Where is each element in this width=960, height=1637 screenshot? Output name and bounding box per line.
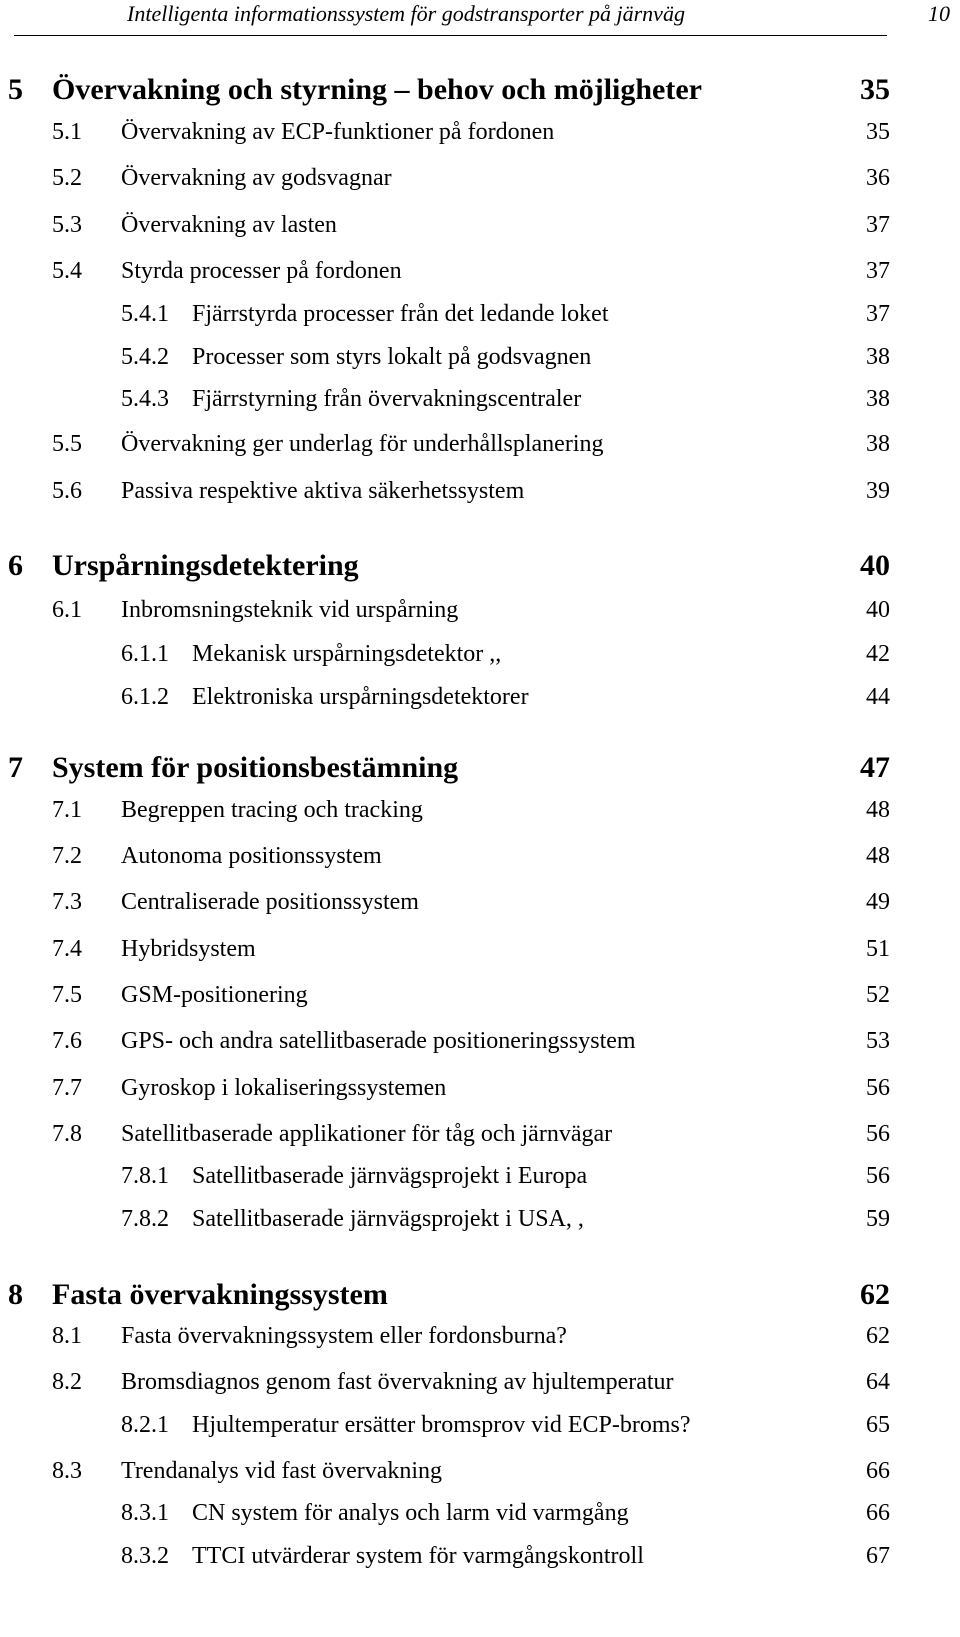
toc-entry-page: 51 [866,936,890,962]
toc-entry-number: 8.3.2 [121,1543,169,1569]
toc-entry-number: 8.3.1 [121,1500,169,1526]
toc-entry-page: 47 [860,751,890,784]
toc-entry-page: 48 [866,843,890,869]
toc-section-entry[interactable] [0,253,960,289]
toc-entry-page: 53 [866,1028,890,1054]
page-number: 10 [928,1,950,26]
toc-entry-title[interactable]: Satellitbaserade järnvägsprojekt i USA, , [192,1206,584,1232]
toc-entry-number: 5.4.1 [121,301,169,327]
toc-entry-title[interactable]: Satellitbaserade applikationer för tåg och järnvägar [121,1121,613,1147]
toc-section-entry[interactable] [0,1070,960,1106]
toc-entry-number: 6.1.2 [121,684,169,710]
toc-entry-page: 62 [866,1323,890,1349]
toc-entry-page: 59 [866,1206,890,1232]
toc-subsection-entry[interactable] [0,679,960,715]
toc-section-entry[interactable] [0,1023,960,1059]
toc-entry-page: 39 [866,478,890,504]
toc-entry-title[interactable]: Mekanisk urspårningsdetektor ,, [192,641,502,667]
toc-entry-title[interactable]: Övervakning och styrning – behov och möjligheter [52,73,702,106]
toc-entry-number: 5.4 [52,258,82,284]
toc-entry-number: 5.4.3 [121,386,169,412]
toc-entry-page: 48 [866,797,890,823]
toc-entry-page: 67 [866,1543,890,1569]
toc-entry-page: 49 [866,889,890,915]
toc-section-entry[interactable] [0,207,960,243]
toc-entry-page: 65 [866,1412,890,1438]
toc-entry-title[interactable]: GPS- och andra satellitbaserade positioneringssystem [121,1028,636,1054]
toc-entry-title[interactable]: Fjärrstyrda processer från det ledande loket [192,301,609,327]
toc-entry-title[interactable]: Inbromsningsteknik vid urspårning [121,597,459,623]
toc-subsection-entry[interactable] [0,1538,960,1574]
toc-entry-number: 7 [8,751,23,784]
toc-entry-page: 40 [866,597,890,623]
toc-entry-page: 35 [860,73,890,106]
toc-subsection-entry[interactable] [0,1158,960,1194]
toc-entry-number: 7.8 [52,1121,82,1147]
toc-subsection-entry[interactable] [0,1201,960,1237]
toc-entry-number: 7.2 [52,843,82,869]
toc-entry-title[interactable]: Urspårningsdetektering [52,549,359,582]
toc-section-entry[interactable] [0,592,960,628]
toc-section-entry[interactable] [0,884,960,920]
toc-entry-title[interactable]: Övervakning av ECP-funktioner på fordonen [121,119,555,145]
toc-entry-page: 62 [860,1278,890,1311]
toc-section-entry[interactable] [0,1318,960,1354]
toc-entry-title[interactable]: CN system för analys och larm vid varmgång [192,1500,629,1526]
toc-entry-title[interactable]: Övervakning av godsvagnar [121,165,392,191]
toc-subsection-entry[interactable] [0,339,960,375]
toc-entry-page: 66 [866,1458,890,1484]
toc-entry-number: 5.1 [52,119,82,145]
toc-entry-number: 5.3 [52,212,82,238]
toc-entry-title[interactable]: Övervakning ger underlag för underhållsplanering [121,431,604,457]
toc-section-entry[interactable] [0,426,960,462]
toc-chapter-entry[interactable] [0,72,960,108]
toc-entry-number: 8.1 [52,1323,82,1349]
toc-entry-title[interactable]: Fjärrstyrning från övervakningscentraler [192,386,582,412]
toc-entry-title[interactable]: Trendanalys vid fast övervakning [121,1458,443,1484]
toc-entry-number: 5.6 [52,478,82,504]
toc-entry-title[interactable]: Fasta övervakningssystem [52,1278,388,1311]
toc-entry-page: 38 [866,344,890,370]
toc-entry-page: 56 [866,1163,890,1189]
toc-section-entry[interactable] [0,114,960,150]
toc-entry-number: 7.3 [52,889,82,915]
toc-entry-number: 5.4.2 [121,344,169,370]
toc-entry-page: 40 [860,549,890,582]
toc-entry-page: 35 [866,119,890,145]
toc-entry-page: 66 [866,1500,890,1526]
toc-entry-number: 5 [8,73,23,106]
toc-entry-number: 8.3 [52,1458,82,1484]
toc-entry-page: 56 [866,1121,890,1147]
toc-entry-number: 8.2 [52,1369,82,1395]
toc-section-entry[interactable] [0,1364,960,1400]
running-title: Intelligenta informationssystem för godstransporter på järnväg [127,1,685,26]
toc-entry-title[interactable]: Bromsdiagnos genom fast övervakning av hjultemperatur [121,1369,674,1395]
toc-entry-title[interactable]: Centraliserade positionssystem [121,889,419,915]
toc-entry-number: 5.2 [52,165,82,191]
toc-subsection-entry[interactable] [0,296,960,332]
toc-entry-page: 52 [866,982,890,1008]
toc-entry-page: 44 [866,684,890,710]
toc-subsection-entry[interactable] [0,1407,960,1443]
toc-section-entry[interactable] [0,838,960,874]
toc-entry-title[interactable]: Övervakning av lasten [121,212,337,238]
toc-entry-page: 37 [866,301,890,327]
toc-chapter-entry[interactable] [0,750,960,786]
toc-section-entry[interactable] [0,977,960,1013]
toc-entry-title[interactable]: Hjultemperatur ersätter bromsprov vid ECP-broms? [192,1412,691,1438]
toc-entry-number: 7.7 [52,1075,82,1101]
toc-entry-page: 38 [866,386,890,412]
toc-entry-page: 38 [866,431,890,457]
toc-entry-title[interactable]: Elektroniska urspårningsdetektorer [192,684,529,710]
toc-entry-page: 56 [866,1075,890,1101]
toc-entry-title[interactable]: Hybridsystem [121,936,256,962]
toc-entry-number: 6.1 [52,597,82,623]
toc-entry-title[interactable]: System för positionsbestämning [52,751,459,784]
toc-section-entry[interactable] [0,473,960,509]
toc-entry-number: 6 [8,549,23,582]
toc-entry-number: 7.1 [52,797,82,823]
toc-entry-title[interactable]: Gyroskop i lokaliseringssystemen [121,1075,447,1101]
toc-subsection-entry[interactable] [0,636,960,672]
toc-chapter-entry[interactable] [0,548,960,584]
toc-entry-title[interactable]: GSM-positionering [121,982,308,1008]
toc-entry-page: 37 [866,258,890,284]
toc-entry-title[interactable]: Autonoma positionssystem [121,843,382,869]
toc-entry-number: 7.8.1 [121,1163,169,1189]
toc-entry-number: 6.1.1 [121,641,169,667]
toc-entry-title[interactable]: Begreppen tracing och tracking [121,797,423,823]
toc-entry-number: 7.8.2 [121,1206,169,1232]
toc-section-entry[interactable] [0,931,960,967]
toc-entry-number: 7.4 [52,936,82,962]
toc-entry-page: 36 [866,165,890,191]
toc-entry-title[interactable]: Passiva respektive aktiva säkerhetssystem [121,478,525,504]
toc-section-entry[interactable] [0,1453,960,1489]
toc-entry-number: 7.6 [52,1028,82,1054]
toc-chapter-entry[interactable] [0,1277,960,1313]
toc-subsection-entry[interactable] [0,381,960,417]
toc-entry-title[interactable]: Satellitbaserade järnvägsprojekt i Europa [192,1163,588,1189]
toc-subsection-entry[interactable] [0,1495,960,1531]
toc-entry-title[interactable]: Fasta övervakningssystem eller fordonsburna? [121,1323,567,1349]
toc-entry-page: 64 [866,1369,890,1395]
toc-entry-title[interactable]: Styrda processer på fordonen [121,258,402,284]
toc-entry-page: 42 [866,641,890,667]
toc-entry-number: 5.5 [52,431,82,457]
toc-section-entry[interactable] [0,792,960,828]
toc-entry-title[interactable]: TTCI utvärderar system för varmgångskontroll [192,1543,644,1569]
toc-entry-number: 8.2.1 [121,1412,169,1438]
toc-entry-page: 37 [866,212,890,238]
toc-entry-title[interactable]: Processer som styrs lokalt på godsvagnen [192,344,592,370]
toc-entry-number: 7.5 [52,982,82,1008]
toc-section-entry[interactable] [0,160,960,196]
toc-section-entry[interactable] [0,1116,960,1152]
toc-entry-number: 8 [8,1278,23,1311]
